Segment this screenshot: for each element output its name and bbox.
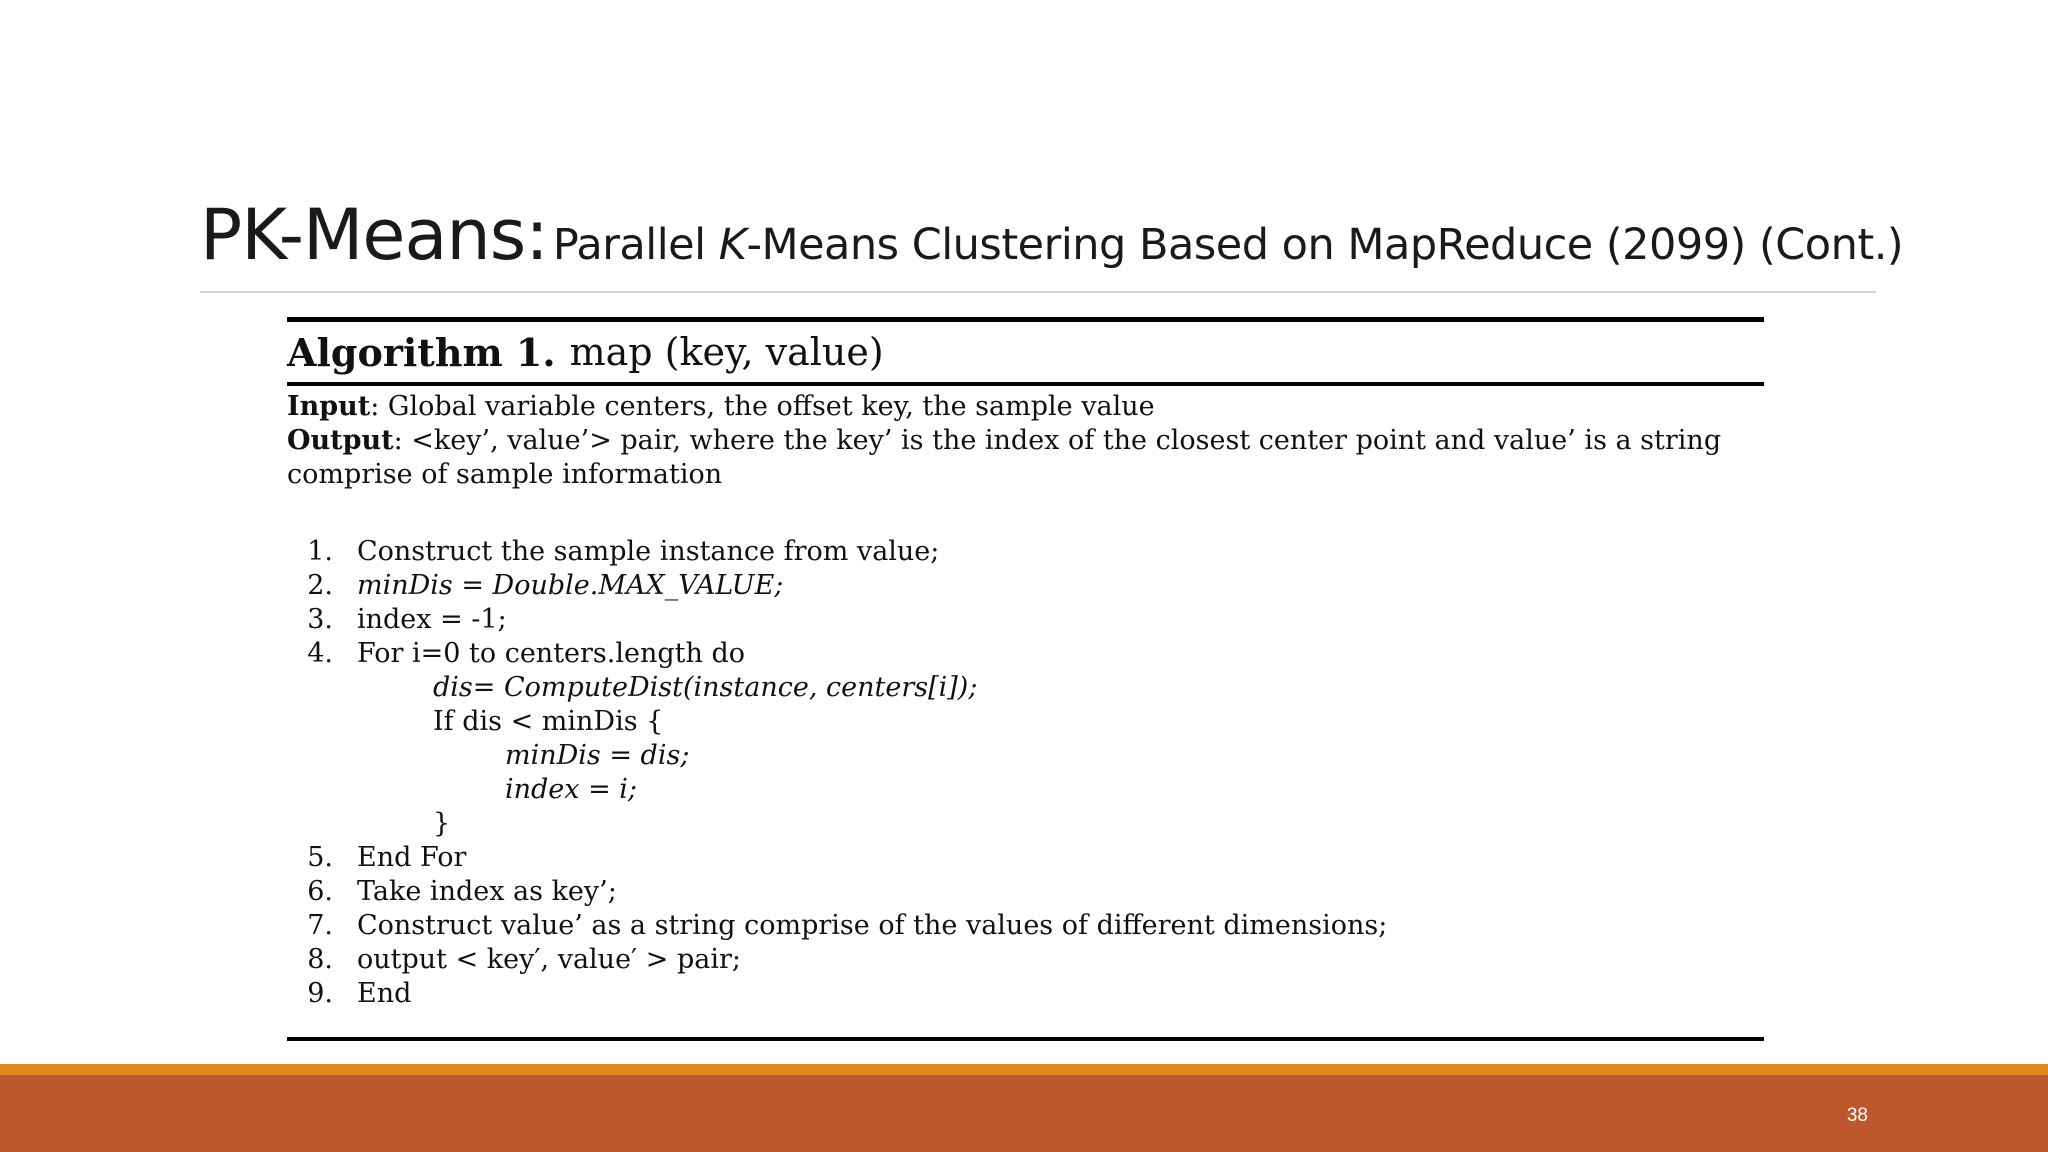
step-number: 8.: [307, 943, 333, 975]
algorithm-header-rule: [287, 382, 1764, 386]
algorithm-step-nested: [287, 670, 1764, 704]
algorithm-step: [287, 534, 1764, 568]
step-number: 9.: [307, 977, 333, 1009]
step-text: minDis = dis;: [505, 739, 690, 771]
algorithm-step-nested: [287, 704, 1764, 738]
slide-title-main: PK-Means:: [200, 194, 548, 276]
algorithm-bottom-rule: [287, 1037, 1764, 1041]
step-number: 4.: [307, 637, 333, 669]
step-number: 1.: [307, 535, 333, 567]
title-divider: [200, 291, 1876, 293]
algorithm-step: [287, 602, 1764, 636]
step-text: index = -1;: [357, 603, 507, 635]
algorithm-header: [287, 322, 1764, 382]
algorithm-step: [287, 568, 1764, 602]
step-text: index = i;: [505, 773, 638, 805]
output-line: [287, 424, 1764, 492]
step-text: For i=0 to centers.length do: [357, 637, 746, 669]
step-number: 5.: [307, 841, 333, 873]
algorithm-step: [287, 636, 1764, 670]
algorithm-step-nested: [287, 806, 1764, 840]
page-number: 38: [1846, 1105, 1868, 1126]
step-text: End: [357, 977, 412, 1009]
slide-title: [200, 194, 1904, 276]
input-line: [287, 390, 1764, 424]
step-text: output < key′, value′ > pair;: [357, 943, 741, 975]
step-text: Construct the sample instance from value;: [357, 535, 940, 567]
step-number: 6.: [307, 875, 333, 907]
algorithm-step: [287, 908, 1764, 942]
step-number: 2.: [307, 569, 333, 601]
input-text: : Global variable centers, the offset key, the sample value: [370, 391, 1155, 422]
subtitle-k: K: [718, 220, 747, 270]
step-text: Take index as key’;: [357, 875, 617, 907]
algorithm-step-nested: [287, 738, 1764, 772]
algorithm-steps: [287, 534, 1764, 1010]
step-text: }: [433, 807, 451, 839]
step-text: minDis = Double.MAX_VALUE;: [357, 569, 784, 601]
algorithm-step: [287, 874, 1764, 908]
input-label: Input: [287, 391, 371, 422]
output-text: : <key’, value’> pair, where the key’ is the index of the closest center point and value’ is a string comprise of sample information: [287, 425, 1722, 490]
algorithm-step-nested: [287, 772, 1764, 806]
step-text: Construct value’ as a string comprise of the values of different dimensions;: [357, 909, 1388, 941]
step-text: If dis < minDis {: [433, 705, 664, 737]
step-text: dis= ComputeDist(instance, centers[i]);: [433, 671, 978, 703]
subtitle-prefix: Parallel: [552, 220, 719, 270]
algorithm-step: [287, 840, 1764, 874]
slide-title-subtitle: [553, 220, 1903, 270]
subtitle-suffix: -Means Clustering Based on MapReduce (2099) (Cont.): [746, 220, 1904, 270]
algorithm-step: [287, 942, 1764, 976]
algorithm-step: [287, 976, 1764, 1010]
footer-bar: [0, 1075, 2048, 1152]
algorithm-label: Algorithm 1.: [287, 329, 556, 375]
output-label: Output: [287, 425, 394, 456]
algorithm-io: [287, 390, 1764, 492]
step-number: 7.: [307, 909, 333, 941]
step-number: 3.: [307, 603, 333, 635]
step-text: End For: [357, 841, 467, 873]
footer-accent-stripe: [0, 1064, 2048, 1075]
algorithm-box: [287, 317, 1764, 1041]
algorithm-signature: map (key, value): [569, 330, 884, 374]
